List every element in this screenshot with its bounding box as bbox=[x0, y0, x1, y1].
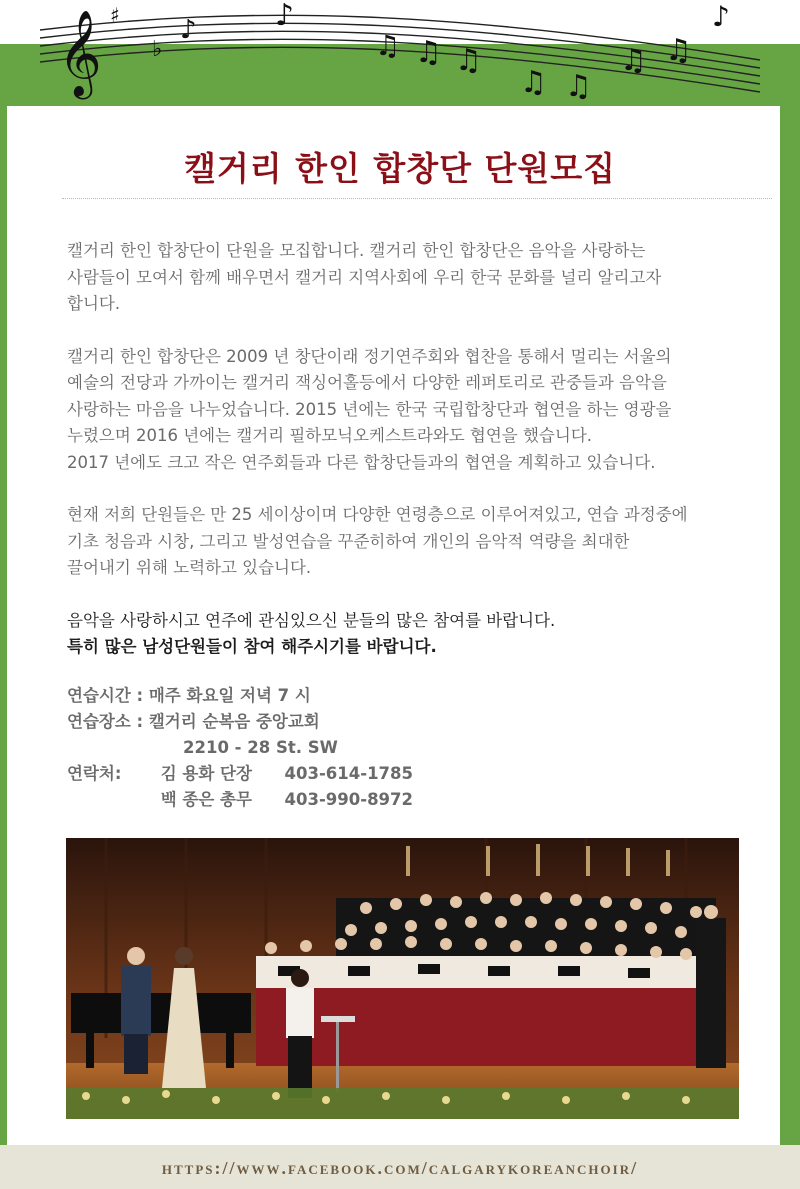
choir-performance-photo bbox=[66, 838, 739, 1119]
music-staff-icon bbox=[0, 0, 800, 110]
contact-phone: 403-614-1785 bbox=[284, 764, 414, 783]
practice-time-label: 연습시간 : bbox=[67, 686, 144, 705]
svg-text:♯: ♯ bbox=[110, 3, 120, 27]
practice-address-row bbox=[67, 735, 767, 761]
contact-label: 연락처: bbox=[67, 764, 122, 783]
svg-text:♭: ♭ bbox=[152, 37, 163, 62]
history-line: 누렸으며 2016 년에는 캘거리 필하모닉오케스트라와도 협연을 했습니다. bbox=[67, 426, 592, 445]
practice-address: 2210 - 28 St. SW bbox=[183, 738, 338, 757]
svg-text:♫: ♫ bbox=[565, 69, 592, 104]
svg-text:𝄞: 𝄞 bbox=[58, 10, 102, 96]
page-frame-left bbox=[0, 105, 7, 1145]
svg-text:♪: ♪ bbox=[275, 0, 295, 33]
history-paragraph bbox=[67, 344, 773, 477]
contact-name: 백 종은 총무 bbox=[160, 790, 252, 809]
svg-text:♪: ♪ bbox=[712, 0, 730, 33]
intro-line: 캘거리 한인 합창단이 단원을 모집합니다. 캘거리 한인 합창단은 음악을 사랑하는 bbox=[67, 241, 646, 260]
contact-name: 김 용화 단장 bbox=[160, 764, 252, 783]
practice-place-label: 연습장소 : bbox=[67, 712, 144, 731]
title-divider bbox=[62, 198, 772, 199]
practice-time-value: 매주 화요일 저녁 7 시 bbox=[148, 686, 311, 705]
svg-text:♫: ♫ bbox=[620, 43, 647, 78]
practice-place-value: 캘거리 순복음 중앙교회 bbox=[148, 712, 320, 731]
members-paragraph bbox=[67, 502, 773, 582]
page-frame-right bbox=[780, 105, 800, 1145]
contact-row bbox=[67, 761, 767, 787]
svg-text:♫: ♫ bbox=[520, 65, 547, 100]
svg-text:♪: ♪ bbox=[180, 15, 197, 45]
appeal-emphasis-line: 특히 많은 남성단원들이 참여 해주시기를 바랍니다. bbox=[67, 637, 437, 656]
history-line: 사랑하는 마음을 나누었습니다. 2015 년에는 한국 국립합창단과 협연을 하는 영광을 bbox=[67, 399, 672, 419]
history-line: 2017 년에도 크고 작은 연주회들과 다른 합창단들과의 협연을 계획하고 있습니다. bbox=[67, 452, 656, 472]
contact-row bbox=[67, 787, 767, 813]
history-line: 캘거리 한인 합창단은 2009 년 창단이래 정기연주회와 협찬을 통해서 멀리는 서울의 bbox=[67, 346, 672, 366]
svg-text:♫: ♫ bbox=[665, 33, 692, 68]
appeal-line: 음악을 사랑하시고 연주에 관심있으신 분들의 많은 참여를 바랍니다. bbox=[67, 610, 556, 630]
members-line: 현재 저희 단원들은 만 25 세이상이며 다양한 연령층으로 이루어져있고, 연습 과정중에 bbox=[67, 505, 688, 524]
svg-text:♫: ♫ bbox=[455, 43, 482, 78]
facebook-link[interactable]: https://www.facebook.com/calgarykoreanchoir/ bbox=[161, 1158, 639, 1178]
svg-text:♫: ♫ bbox=[415, 35, 442, 70]
body-text bbox=[67, 238, 773, 687]
intro-line: 사람들이 모여서 함께 배우면서 캘거리 지역사회에 우리 한국 문화를 널리 알리고자 bbox=[67, 267, 662, 287]
contact-phone: 403-990-8972 bbox=[284, 790, 414, 809]
intro-line: 합니다. bbox=[67, 294, 121, 313]
practice-place-row bbox=[67, 709, 767, 735]
svg-text:♫: ♫ bbox=[375, 29, 401, 62]
history-line: 예술의 전당과 가까이는 캘거리 잭싱어홀등에서 다양한 레퍼토리로 관중들과 음악을 bbox=[67, 373, 667, 392]
members-line: 끌어내기 위해 노력하고 있습니다. bbox=[67, 558, 312, 577]
appeal-paragraph bbox=[67, 608, 773, 661]
intro-paragraph bbox=[67, 238, 773, 318]
members-line: 기초 청음과 시창, 그리고 발성연습을 꾸준히하여 개인의 음악적 역량을 최대한 bbox=[67, 531, 630, 551]
page-title: 캘거리 한인 합창단 단원모집 bbox=[183, 149, 616, 188]
practice-time-row bbox=[67, 683, 767, 709]
practice-info bbox=[67, 683, 767, 813]
